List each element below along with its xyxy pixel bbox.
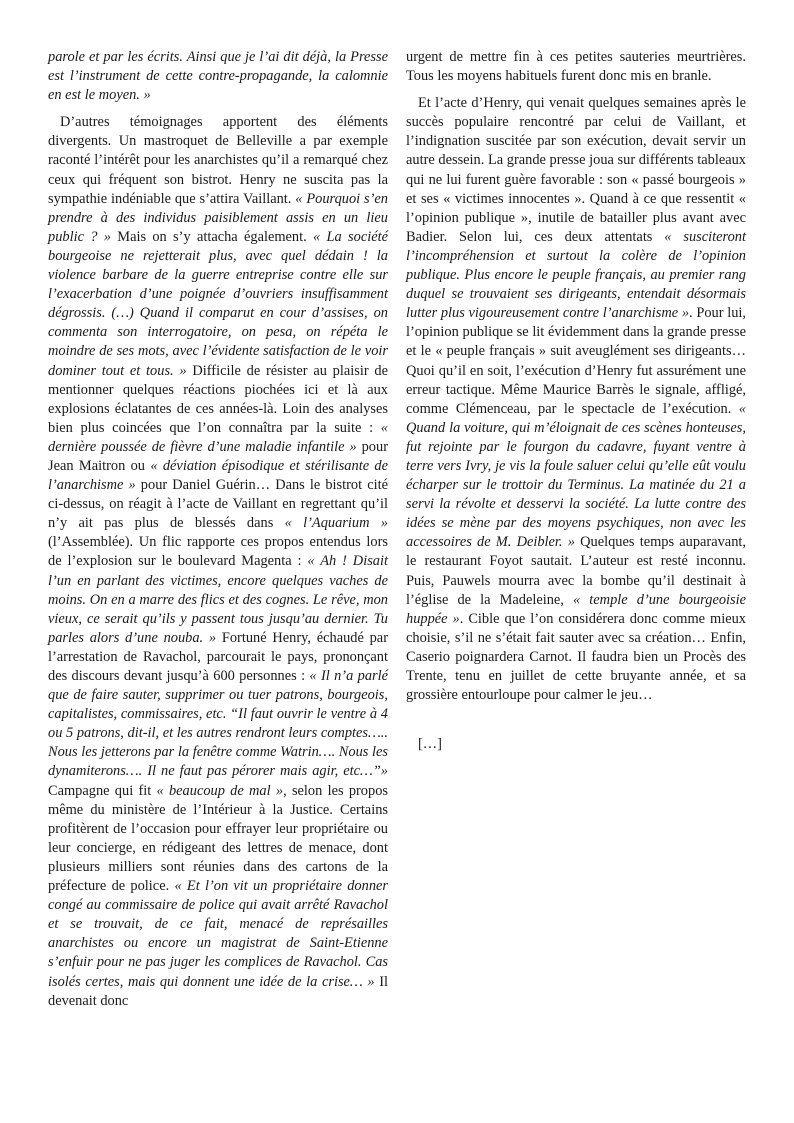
text-run: D’autres témoignages apportent des éléments divergents. Un mastroquet de Belleville a par exemple raconté l’intérêt pour les anarchistes qu’il a remarqué chez ceux qui fréquent son bistrot. Henry ne suscita pas la sympathie indéniable que s’attira Vaillant.: [48, 114, 388, 207]
quoted-text: « Et l’on vit un propriétaire donner congé au commissaire de police qui avait arrêté Ravachol et se trouvait, de ce fait, menacé de représailles anarchistes ou encore un magistrat de Saint-Etienne s’enfuir pour ne pas juger les complices de Ravachol. Cas isolés certes, mais qui donnent une idée de la crise… »: [48, 878, 389, 990]
quoted-text: « dernière poussée de fièvre d’une maladie infantile »: [48, 419, 388, 455]
quoted-text: « temple d’une bourgeoisie huppée »: [406, 591, 747, 627]
text-run: Difficile de résister au plaisir de mentionner quelques réactions piochées ici et là aux explosions éclatantes de ces années-là. Loin des analyses bien plus coincées que l’on connaîtra par la suite :: [48, 362, 388, 436]
quoted-text: « La société bourgeoise ne rejetterait plus, avec quel dédain ! la violence barbare de la guerre entreprise contre elle sur l’exacerbation d’une poignée d’ouvriers insuffisamment dégrossis. (…) Quand il comparut en cour d’assises, on commenta son interrogatoire, on pesa, on répéta le moindre de ses mots, avec l’évidente satisfaction de le voir dominer tout et tous. »: [48, 228, 388, 379]
quoted-text: « déviation épisodique et stérilisante de l’anarchisme »: [48, 457, 388, 494]
text-run: Il devenait donc: [48, 973, 389, 1009]
text-run: . Pour lui, l’opinion publique se lit évidemment dans la grande presse et le « peuple français » suit aveuglément ses dirigeants… Quoi qu’il en soit, l’exécution d’Henry fut assurément une erreur tactique. Même Maurice Barrès le signale, affligé, comme Clémenceau, par le spectacle de l’exécution.: [406, 305, 746, 417]
quoted-text: « Il n’a parlé que de faire sauter, supprimer ou tuer patrons, bourgeois, capitalistes, commissaires, etc. “Il faut ouvrir le ventre à 4 ou 5 patrons, dit-il, et les autres rendront leurs comptes….. Nous les jetterons par la fenêtre comme Watrin…. Nous les dynamiterons…. Il ne faut pas pérorer mais agir, etc…”»: [48, 668, 389, 780]
left-column: [48, 48, 388, 1011]
text-run: Mais on s’y attacha également.: [110, 228, 314, 245]
text-run: urgent de mettre fin à ces petites sauteries meurtrières. Tous les moyens habituels furent donc mis en branle.: [406, 49, 746, 85]
right-column: [406, 48, 746, 754]
text-run: Campagne qui fit: [48, 782, 157, 799]
text-run: , selon les propos même du ministère de l’Intérieur à la Justice. Certains profitèrent de l’occasion pour effrayer leur propriétaire ou leur concierge, en rédigeant des lettres de menace, dont plusieurs milliers sont réunies dans des cartons de la préfecture de police.: [48, 782, 388, 895]
text-run: pour Daniel Guérin… Dans le bistrot cité ci-dessus, on réagit à l’acte de Vaillant en regrettant qu’il n’y ait pas plus de blessés dans: [48, 477, 388, 532]
text-run: pour Jean Maitron ou: [48, 438, 388, 474]
text-run: . Cible que l’on considérera donc comme mieux choisie, s’il ne s’était fait sauter avec sa création… Enfin, Caserio poignardera Carnot. Il faudra bien un Procès des Trente, tenu en juillet de cette bruyante année, et sa grossière entourloupe pour calmer le jeu…: [406, 610, 746, 704]
text-run: (l’Assemblée). Un flic rapporte ces propos entendus lors de l’explosion sur le boulevard Magenta :: [48, 534, 388, 570]
quoted-text: « Quand la voiture, qui m’éloignait de ces scènes honteuses, fut rejointe par le fourgon du cadavre, fuyant ventre à terre vers Ivry, je vis la foule saluer celui qu’elle eût voulu écharper sur le trottoir du Terminus. La matinée du 21 a servi la révolte et desservi la société. La lutte contre des idées se mène par des moyens psychiques, non avec les accessoires de M. Deibler. »: [406, 400, 746, 551]
quoted-text: « susciteront l’incompréhension et surtout la colère de l’opinion publique. Plus encore le peuple français, au premier rang duquel se trouvaient ses dirigeants, entendait désormais lutter plus vigoureusement contre l’anarchisme »: [406, 228, 746, 322]
paragraph: [406, 48, 746, 86]
paragraph: [48, 113, 388, 1010]
quoted-text: parole et par les écrits. Ainsi que je l’ai dit déjà, la Presse est l’instrument de cette contre-propagande, la calomnie en est le moyen. »: [48, 49, 388, 104]
quoted-text: « Pourquoi s’en prendre à des individus paisiblement assis en un lieu public ? »: [48, 190, 389, 245]
paragraph: [406, 94, 746, 705]
ellipsis-mark: […]: [418, 736, 442, 753]
quoted-text: « beaucoup de mal »: [156, 782, 284, 799]
quoted-text: « Ah ! Disait l’un en parlant des victimes, encore quelques vaches de moins. On en a marre des flics et des cognes. Le rêve, mon vieux, ce serait qu’ils y passent tous jusqu’au dernier. Tu parles alors d’une nouba. »: [48, 553, 388, 646]
quoted-text: « l’Aquarium »: [284, 515, 388, 532]
paragraph: [48, 48, 388, 105]
text-run: Fortuné Henry, échaudé par l’arrestation de Ravachol, parcourait le pays, prononçant des discours devant jusqu’à 600 personnes :: [48, 629, 388, 684]
text-run: Et l’acte d’Henry, qui venait quelques semaines après le succès populaire rencontré par celui de Vaillant, et l’indignation suscitée par son exécution, devait servir un autre dessein. La grande presse joua sur différents tableaux qui ne lui furent guère favorable : son « passé bourgeois » et ses « victimes innocentes ». Quand à ce que ressentit « l’opinion publique », inutile de batailler plus avant avec Badier. Selon lui, ces deux attentats: [406, 95, 746, 245]
text-run: Quelques temps auparavant, le restaurant Foyot sautait. L’auteur est resté inconnu. Puis, Pauwels mourra avec la bombe qu’il destinait à l’église de la Madeleine,: [406, 534, 746, 608]
